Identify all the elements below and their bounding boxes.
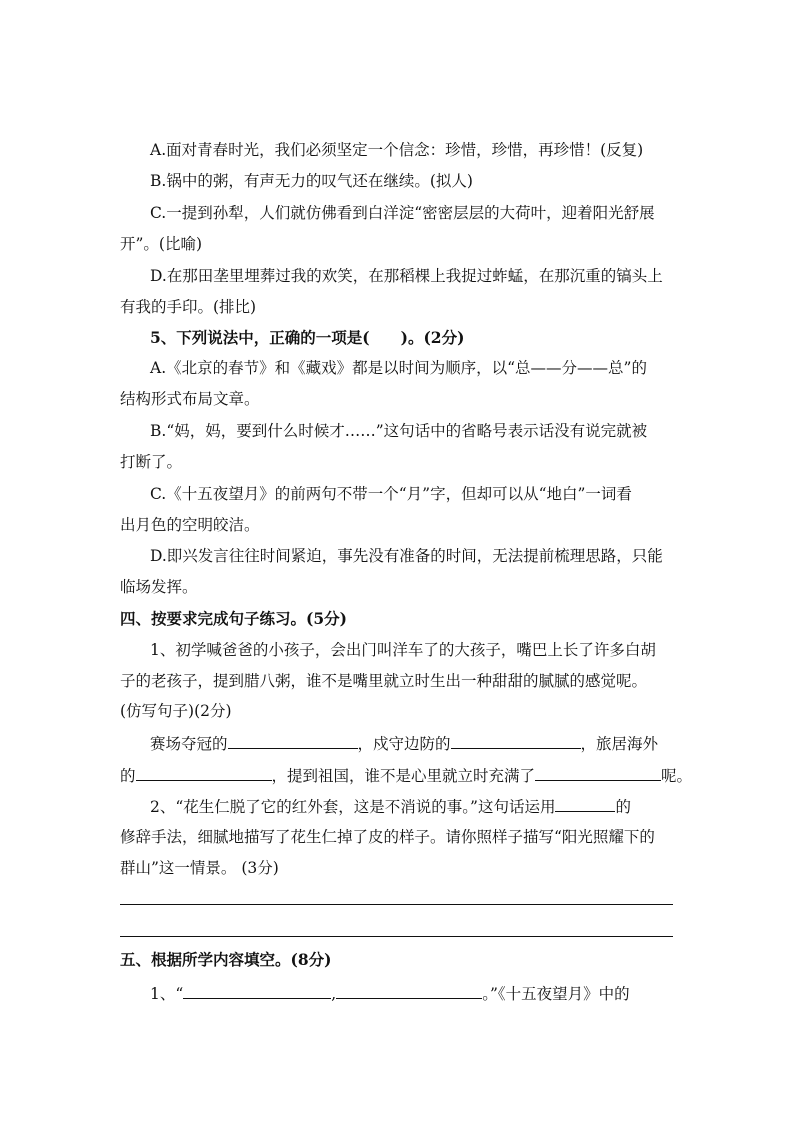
s4-fill-line1 — [150, 733, 658, 754]
q5-option-d-line1: D.即兴发言往往时间紧迫，事先没有准备的时间，无法提前梳理思路，只能 — [150, 547, 663, 565]
option-d-line2: 有我的手印。(排比) — [120, 298, 257, 316]
answer-line[interactable] — [120, 904, 673, 905]
fill2-text-c: 呢。 — [661, 767, 693, 785]
section-4-heading: 四、按要求完成句子练习。(5分) — [120, 609, 347, 628]
q2-text-b: 的 — [615, 798, 631, 816]
s4-fill-line2 — [120, 765, 692, 786]
answer-blank[interactable] — [136, 765, 272, 781]
s5-q1-line1 — [150, 983, 630, 1004]
s4-q2-line1 — [150, 796, 631, 817]
option-d-line1: D.在那田垄里埋葬过我的欢笑，在那稻棵上我捉过蚱蜢，在那沉重的镐头上 — [150, 267, 663, 285]
option-c-line1: C.一提到孙犁，人们就仿佛看到白洋淀“密密层层的大荷叶，迎着阳光舒展 — [150, 204, 655, 222]
question-5-stem: 5、下列说法中，正确的一项是( )。(2分) — [150, 328, 465, 347]
q5-option-a-line1: A.《北京的春节》和《藏戏》都是以时间为顺序，以“总——分——总”的 — [150, 359, 647, 377]
s4-q1-line1: 1、初学喊爸爸的小孩子，会出门叫洋车了的大孩子，嘴巴上长了许多白胡 — [150, 641, 656, 659]
option-a: A.面对青春时光，我们必须坚定一个信念：珍惜，珍惜，再珍惜！(反复) — [150, 141, 644, 159]
q5-option-c-line2: 出月色的空明皎洁。 — [120, 516, 260, 534]
q5-option-d-line2: 临场发挥。 — [120, 578, 198, 596]
s4-q2-line2: 修辞手法，细腻地描写了花生仁掉了皮的样子。请你照样子描写“阳光照耀下的 — [120, 828, 655, 846]
option-b: B.锅中的粥，有声无力的叹气还在继续。(拟人) — [150, 172, 473, 190]
q5-option-a-line2: 结构形式布局文章。 — [120, 390, 260, 408]
answer-blank[interactable] — [535, 765, 661, 781]
answer-blank[interactable] — [228, 733, 358, 749]
answer-blank[interactable] — [451, 733, 581, 749]
answer-blank[interactable] — [183, 983, 331, 999]
fill1-text-c: ，旅居海外 — [580, 735, 659, 753]
s5-q1-text-c: 。”《十五夜望月》中的 — [482, 985, 630, 1003]
section-5-heading: 五、根据所学内容填空。(8分) — [120, 950, 332, 969]
q5-option-b-line2: 打断了。 — [120, 453, 183, 471]
s5-q1-text-b: , — [331, 985, 337, 1003]
q5-option-b-line1: B.“妈，妈，要到什么时候才……”这句话中的省略号表示话没有说完就被 — [150, 422, 648, 440]
s4-q1-line3: (仿写句子)(2分) — [120, 702, 232, 720]
fill1-text-b: ，戍守边防的 — [357, 735, 451, 753]
s5-q1-text-a: 1、“ — [150, 985, 184, 1003]
s4-q2-line3: 群山”这一情景。 (3分) — [120, 859, 279, 877]
q2-text-a: 2、“花生仁脱了它的红外套，这是不消说的事。”这句话运用 — [150, 798, 556, 816]
answer-line[interactable] — [120, 936, 673, 937]
q5-option-c-line1: C.《十五夜望月》的前两句不带一个“月”字，但却可以从“地白”一词看 — [150, 485, 632, 503]
fill1-text-a: 赛场夺冠的 — [150, 735, 228, 753]
fill2-text-a: 的 — [120, 767, 136, 785]
s4-q1-line2: 子的老孩子，提到腊八粥，谁不是嘴里就立时生出一种甜甜的腻腻的感觉呢。 — [120, 672, 648, 690]
fill2-text-b: ，提到祖国，谁不是心里就立时充满了 — [271, 767, 536, 785]
answer-blank[interactable] — [555, 796, 615, 812]
answer-blank[interactable] — [336, 983, 482, 999]
option-c-line2: 开”。(比喻) — [120, 235, 203, 253]
